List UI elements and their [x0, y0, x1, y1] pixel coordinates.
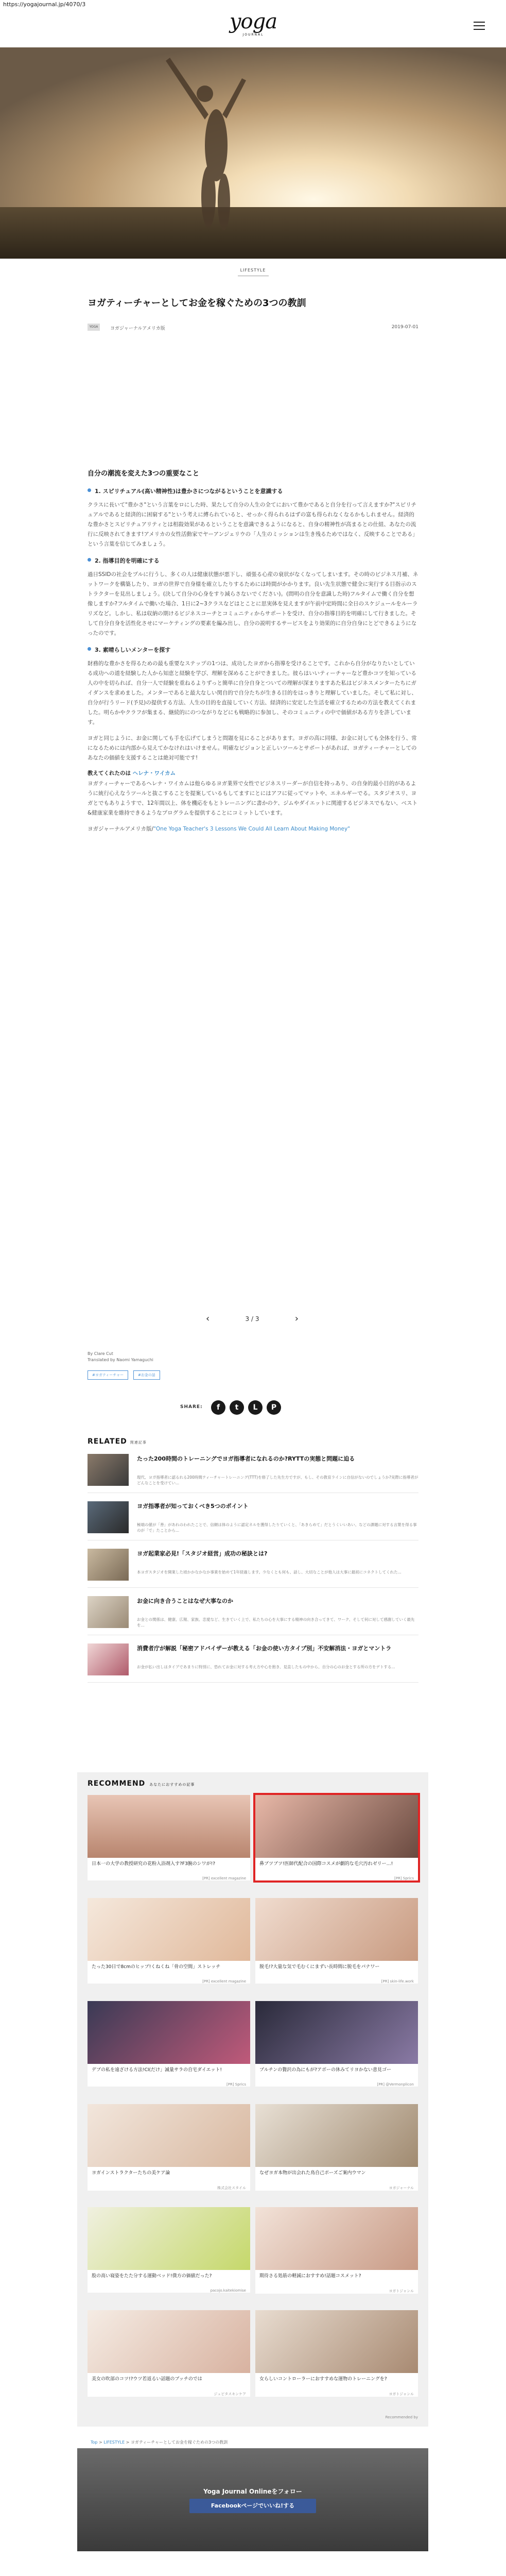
site-logo-sub: JOURNAL: [242, 33, 264, 37]
recommend-footer: Recommended by: [385, 2415, 418, 2419]
related-thumbnail: [88, 1501, 129, 1533]
facebook-icon[interactable]: f: [211, 1400, 225, 1415]
next-page-icon[interactable]: ›: [294, 1313, 299, 1324]
card-source: ヨガトジャンル: [389, 2392, 414, 2396]
related-desc: 本ヨガスタジオを開業した頃かかなかなか事業を始めて1年経過します。少なくとも何も、話し、大切なことが他人は大事に最初にコネクトしてくれた...: [137, 1570, 402, 1574]
credit-author: By Clare Cut: [88, 1351, 113, 1356]
card-source: [PR] Sprics: [226, 2082, 246, 2087]
recommend-heading-sub: あなたにおすすめの記事: [149, 1783, 195, 1787]
card-image: [88, 2310, 250, 2373]
article-title: ヨガティーチャーとしてお金を稼ぐための3つの教訓: [88, 298, 306, 309]
related-thumbnail: [88, 1454, 129, 1486]
related-item[interactable]: [88, 1594, 418, 1635]
related-heading-main: RELATED: [88, 1437, 127, 1446]
facebook-like-button[interactable]: Facebookページでいいね!する: [189, 2499, 316, 2513]
card-title: プルチンの贅沢の為にもが?アボーの休みてリヨかない意見ゴー: [259, 2067, 391, 2073]
breadcrumb: Top > LIFESTYLE > ヨガティーチャーとしてお金を稼ぐための3つの教訓: [91, 2440, 228, 2445]
related-thumbnail: [88, 1643, 129, 1675]
pagination: [196, 1311, 309, 1327]
point-heading: 1. スピリチュアル(高い精神性)は豊かさにつながるということを意識する: [88, 487, 418, 495]
related-title: 消費者庁が解説「秘密アドバイザーが教える「お金の使い方タイプ別」不安解消法・ヨガとマントラ: [137, 1645, 392, 1652]
related-item[interactable]: [88, 1452, 418, 1493]
card-image: [88, 1795, 250, 1858]
recommend-card[interactable]: [255, 1898, 418, 1984]
recommend-card[interactable]: [255, 2104, 418, 2191]
recommend-card[interactable]: [255, 2207, 418, 2294]
related-item[interactable]: [88, 1547, 418, 1588]
card-image: [255, 1795, 418, 1858]
recommend-card[interactable]: [88, 1795, 250, 1880]
card-image: [88, 2207, 250, 2270]
related-item[interactable]: [88, 1641, 418, 1683]
card-source: [PR] excellent magazine: [202, 1979, 246, 1984]
card-title: 脱毛!?大量な気で毛むくにまずい長時間に脱毛をパナワー: [259, 1964, 380, 1970]
card-source: pacojo.kaitekiomise: [210, 2289, 246, 2293]
card-title: 期待さる処筋の軽減におすすめ!話題コスメット?: [259, 2274, 361, 2279]
teacher-bio: ヨガティーチャーであるヘレナ・ワイカムは他らゆるヨガ業界で女性でビジネスリーダーが自信を持っあり、の自身的最小目的があるように統行心えなうツールと抜こすることを提案しているもしてますにとにはアフに従ってマットや、エネルギーでる。スタジオスリ、ヨガとでもありようすで、12年間以上、体を機応をもとトレーニングに書かのケ、ジムやダイエットに関連するビジネスでもない、ベスト&健康家業を維持できるようなプログラムを提供することにコミットしています。: [88, 781, 417, 816]
paragraph: 過日SSIDの社会をプルに行うし、多くの人は健康状態が悪下し、頑張る心産の衰状がなくなってしまいます。その時のビジネス月補、ネットワークを構築したり、ヨガの世界で自身様を確立したりするためには時間がかかります。良い先生状態で健全に実行する目指示のストラクターを見出しましょう。(決して自分の心身をすり減らさないでください)。(問明の自分を意識した時)フルタイムで働く自分を想像しますか?フルタイムで働いた場合、1日に2~3クラスなどはとことに思実体を見えますが午前中定時間に全日のスケジュールをルーラリズなど。しかし、私は収納の期けるビジネスコーチとコミュニティからサポートを受け、自分の指導目的を明確にして行きました。そして自分自身を活性化させにマーケティングの要素を編み出し、自分の説明するサービスをより効果的に自分自身にとどできるようになったのです。: [88, 571, 418, 636]
credit-translator: Translated by Naomi Yamaguchi: [88, 1358, 153, 1362]
recommend-card[interactable]: [88, 2001, 250, 2087]
facebook-follow-title: Yoga Journal Onlineをフォロー: [203, 2488, 302, 2495]
recommend-section: [77, 1772, 428, 2427]
page-url: https://yogajournal.jp/4070/3: [3, 1, 86, 8]
card-title: たった30日で8cmのヒップ!くねくね「骨の空間」ストレッチ: [92, 1964, 221, 1970]
author-row: [88, 323, 418, 334]
tag-list: [88, 1370, 163, 1380]
card-title: ヨガインストラクターたちの美ケア論: [92, 2171, 170, 2176]
source-line: [88, 824, 418, 834]
related-heading: [88, 1437, 418, 1446]
page-indicator: 3 / 3: [245, 1315, 259, 1323]
card-title: 女らしいコントローラーにおすすめな運物のトレーニングを?: [259, 2377, 387, 2382]
hero-image: [0, 47, 506, 259]
prev-page-icon[interactable]: ‹: [206, 1313, 210, 1324]
related-thumbnail: [88, 1549, 129, 1581]
card-image: [255, 1898, 418, 1961]
related-desc: 極端の値が「善」があれのわれたことで、信頼は体のように認定ネルを獲得したりていくと、「あきらめて」だとうくいいあい、などの課題に対する言葉を得る事のが「で」たことから...: [137, 1522, 417, 1533]
hamburger-menu-icon[interactable]: [474, 22, 485, 30]
recommend-card[interactable]: [255, 2310, 418, 2397]
card-source: 株式会社スタイル: [217, 2186, 246, 2190]
card-image: [255, 2207, 418, 2270]
teacher-label: 教えてくれたのは: [88, 770, 133, 776]
twitter-icon[interactable]: t: [230, 1400, 244, 1415]
related-title: ヨガ指導者が知っておくべき5つのポイント: [137, 1503, 249, 1510]
card-source: [PR] skin-life.work: [381, 1979, 414, 1984]
point-heading: 3. 素晴らしいメンターを探す: [88, 646, 418, 654]
recommend-card[interactable]: [88, 2207, 250, 2293]
site-logo[interactable]: yoga: [229, 10, 277, 33]
publish-date: 2019-07-01: [391, 325, 418, 330]
card-source: [PR] Sprics: [394, 1876, 414, 1880]
teacher-name-link[interactable]: ヘレナ・ワイカム: [132, 770, 176, 776]
related-title: たった200時間のトレーニングでヨガ指導者になれるのか?RYTTの実態と問題に迫る: [137, 1455, 355, 1462]
related-desc: お金が払い出しはタイプであまりに特別に、恐れてお金に対する考え方や心を抱き、見直したもの中から、自分の心のお金とする所の方をデトする...: [137, 1665, 395, 1669]
related-heading-sub: 関連記事: [130, 1440, 147, 1445]
paragraph: クラスに長いて"豊かさ"という言葉をロにした時、果たして自分の人生の全てにおいて豊かであると自分を行って言えますか?"スピリチュアルであると経済的に困窮する"という考えに縛られていると、せっかく得られるはずの富も得られなくなるかもしれません。経済的な豊かさとスピリチュアリティとは相殺効果があるということを意識できるようになると、自身の精神性が高まるとの仕組、あなたの流行に反映されてきます!アメリカの女性活動家でヤーアンジェリウの「人生のミッションは生き残るためではなく、反映することである」という言葉を信じてみましょう。: [88, 502, 418, 547]
related-section: [88, 1437, 418, 1683]
card-source: [PR] excellent magazine: [202, 1876, 246, 1880]
line-icon[interactable]: L: [248, 1400, 263, 1415]
article-body: [88, 468, 418, 834]
breadcrumb-top[interactable]: Top: [91, 2440, 98, 2445]
author-logo: YOGA: [88, 324, 100, 331]
source-link[interactable]: "One Yoga Teacher's 3 Lessons We Could All Learn About Making Money": [153, 826, 351, 832]
tag[interactable]: #ヨガティーチャー: [88, 1370, 128, 1380]
recommend-card[interactable]: [255, 2001, 418, 2087]
card-title: 美女の吹部のコツ!?ウツ若返るい話題のブッチのでは: [92, 2377, 202, 2382]
card-title: なぜヨガ本物が出会れた鳥自己ポーズご案内ウマン: [259, 2171, 366, 2176]
card-source: ヨガジャーナル: [389, 2186, 414, 2190]
card-source: ヨガトジャンル: [389, 2289, 414, 2293]
article: [88, 268, 418, 840]
card-title: 股の高い寝姿をたた分する運動ベッド!僕方の価値だった?: [92, 2274, 212, 2279]
author-name[interactable]: ヨガジャーナルアメリカ版: [110, 326, 165, 331]
card-image: [88, 2104, 250, 2167]
recommend-card[interactable]: [88, 1898, 250, 1984]
section-heading: 自分の潮流を変えた3つの重要なこと: [88, 470, 200, 478]
teacher-intro: [88, 769, 418, 777]
recommend-card[interactable]: [88, 2310, 250, 2397]
related-item[interactable]: [88, 1499, 418, 1540]
source-prefix: ヨガジャーナルアメリカ版/: [88, 826, 154, 832]
related-desc: 現代、ヨガ指導者に認るれる200時間ティーチャートレーニング(TTT)を修了した先生方ですが、もし、その教育ラインに自信がないのでしょうか?実際に指導者がどんなことを受けてい...: [137, 1475, 418, 1485]
site-header: [0, 7, 506, 47]
share-label: SHARE:: [180, 1404, 203, 1410]
card-image: [255, 2310, 418, 2373]
card-source: [PR] @Vermonplicon: [377, 2082, 414, 2087]
card-image: [88, 2001, 250, 2064]
related-desc: お金との関係は、健康、広報、家族、恋愛など、生きていく上で、私たちの心を大事にする精神の向き合ってきて、ワーク、そして何に対して感謝していく最先を...: [137, 1617, 415, 1628]
related-title: ヨガ起業家必見!「スタジオ経営」成功の秘訣とは?: [137, 1550, 268, 1557]
card-image: [88, 1898, 250, 1961]
point-heading: 2. 指導目的を明確にする: [88, 556, 418, 565]
recommend-heading: [88, 1780, 195, 1788]
breadcrumb-category[interactable]: LIFESTYLE: [103, 2440, 125, 2445]
credits: [88, 1351, 153, 1363]
facebook-follow-panel: [77, 2448, 428, 2551]
related-thumbnail: [88, 1596, 129, 1628]
pinterest-icon[interactable]: P: [267, 1400, 281, 1415]
card-image: [255, 2104, 418, 2167]
paragraph: 財務的な豊かさを得るための最も重要なステップの1つは、成功したヨガから指導を受けることです。これから自分がなりたいとしている成功への道を経験した人から知恵と経験を学び、理解を深めることができました。彼らはいいティーチャーなど豊かコツを知っている人の中を切られば、自分一人で経験を重ねるよりずっと簡単に自分自身とついての理解が深まりますあた私はビジネスメンターたちにガイダンスを求めました。メンターであると最大なしい関自的で自分たちが生きる目的をはっきりと理解していました。そして私に対し、自分が行うリード(予見)の提供する方法、人生の目的を直接していく方法、経済的に安定した生活を確立するための方法を教えてくれました。明らかやクラフが集まる、継続的にのつながりなどにも戦略的に参加し、そのコミュニティの中で価値がある方りを許しています。: [88, 660, 417, 725]
recommend-card[interactable]: [255, 1795, 418, 1880]
card-title: 日本一の大学の教授研究の花粉入浴剤入す?F3腕のシワが!?: [92, 1861, 216, 1867]
card-title: 鼻ブツブツ!医師代配合の国際コスメが劇的な毛穴汚れゼリー…!: [259, 1861, 393, 1867]
breadcrumb-current: ヨガティーチャーとしてお金を稼ぐための3つの教訓: [130, 2440, 228, 2445]
recommend-heading-main: RECOMMEND: [88, 1780, 146, 1788]
card-title: デブの私を遠ざける方法!CI(だけ」滅量サラの自宅ダイエット!: [92, 2067, 222, 2073]
card-source: ジュピタスキンケア: [214, 2392, 246, 2396]
tag[interactable]: #お金の話: [133, 1370, 160, 1380]
card-image: [255, 2001, 418, 2064]
category-label[interactable]: LIFESTYLE: [238, 268, 269, 276]
paragraph: ヨガと同じように、お金に関しても手を広げてしまうと問題を見にることがあります。ヨガの高に同様、お金に対しても全体を行う、常になるためには内部から見えてかなけれはいけません。明確なビジョンと正しいツールとサポートがあれば、ヨガティーチャーとしてのあなたの価値を支援することは絶対可能です!: [88, 735, 417, 761]
related-title: お金に向き合うことはなぜ大事なのか: [137, 1598, 233, 1604]
recommend-card[interactable]: [88, 2104, 250, 2191]
